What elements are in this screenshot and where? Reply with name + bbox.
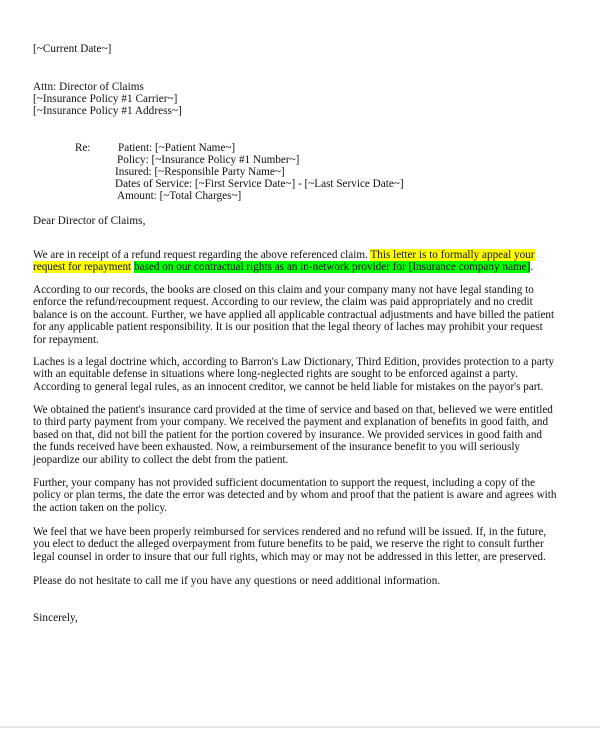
carrier-line: [~Insurance Policy #1 Carrier~] [33, 93, 178, 105]
re-patient: Patient: [~Patient Name~] [118, 142, 236, 154]
p1-line2-green-highlight: based on our contractual rights as an in-network provider for [Insurance company name] [133, 261, 531, 274]
paragraph-laches [33, 356, 568, 393]
p2-line: According to our records, the books are closed on this claim and your company many not have legal standing to [33, 284, 534, 296]
paragraph-receipt [33, 249, 568, 274]
p6-line: We feel that we have been properly reimbursed for services rendered and no refund will be issued. If, in the future, [33, 526, 547, 538]
paragraph-insurance-card [33, 404, 568, 466]
p4-line: We obtained the patient's insurance card provided at the time of service and based on that, believed we were entitled [33, 404, 553, 416]
current-date: [~Current Date~] [33, 43, 112, 55]
p3-line: According to general legal rules, as an innocent creditor, we cannot be held liable for mistakes on the payor's part. [33, 380, 544, 393]
p2-line: for any applicable patient responsibility. It is our position that the legal theory of laches may prohibit your request [33, 321, 543, 334]
re-label: Re: [75, 142, 91, 154]
page-bottom-edge [0, 726, 600, 728]
p4-line: to third party payment from your company. We received the payment and explanation of benefits in good faith, and [33, 416, 549, 429]
p3-line: Laches is a legal doctrine which, according to Barron's Law Dictionary, Third Edition, provides protection to a party [33, 356, 555, 368]
re-dates: Dates of Service: [~First Service Date~] - [~Last Service Date~] [115, 178, 404, 190]
p5-line: Further, your company has not provided sufficient documentation to support the request, including a copy of the [33, 477, 536, 489]
p1-line2-end: . [530, 261, 534, 274]
paragraph-reimbursed [33, 526, 568, 563]
closing: Sincerely, [33, 612, 78, 624]
p3-line: with an equitable defense in situations where long-neglected rights are sought to be enforced against a party. [33, 368, 518, 381]
p5-line: policy or plan terms, the date the error was detected and by whom and proof that the patient is aware and agrees with [33, 489, 557, 502]
p1-line1-plain: We are in receipt of a refund request regarding the above referenced claim. [33, 249, 368, 261]
paragraph-contact: Please do not hesitate to call me if you have any questions or need additional information. [33, 575, 441, 587]
attn-line: Attn: Director of Claims [33, 81, 144, 93]
p2-line: balance is on the account. Further, we have applied all applicable contractual adjustments and have billed the patient [33, 308, 555, 321]
p4-line: based on that, did not bill the patient for the portion covered by insurance. We provided services in good faith and [33, 428, 543, 441]
p4-line: jeopardize our ability to collect the debt from the patient. [33, 453, 289, 466]
paragraph-documentation [33, 477, 568, 514]
re-policy: Policy: [~Insurance Policy #1 Number~] [117, 154, 300, 166]
address-line: [~Insurance Policy #1 Address~] [33, 105, 182, 117]
p2-line: enforce the refund/recoupment request. According to our review, the claim was paid appropriately and no credit [33, 296, 533, 309]
salutation: Dear Director of Claims, [33, 215, 146, 227]
p6-line: legal counsel in order to insure that our full rights, which may or may not be addressed in this letter, are preserved. [33, 550, 546, 563]
p2-line: for repayment. [33, 333, 99, 346]
p1-line2-yellow-highlight: request for repayment [33, 261, 132, 274]
paragraph-records [33, 284, 568, 346]
p4-line: the funds received have been exhausted. Now, a reimbursement of the insurance benefit to you will seriously [33, 441, 521, 454]
p1-line1-yellow-highlight: This letter is to formally appeal your [370, 249, 535, 261]
p5-line: the action taken on the policy. [33, 501, 168, 514]
re-insured: Insured: [~Responsible Party Name~] [115, 166, 285, 178]
p6-line: you elect to deduct the alleged overpayment from future benefits to be paid, we reserve the right to consult further [33, 538, 544, 551]
re-amount: Amount: [~Total Charges~] [117, 190, 242, 202]
